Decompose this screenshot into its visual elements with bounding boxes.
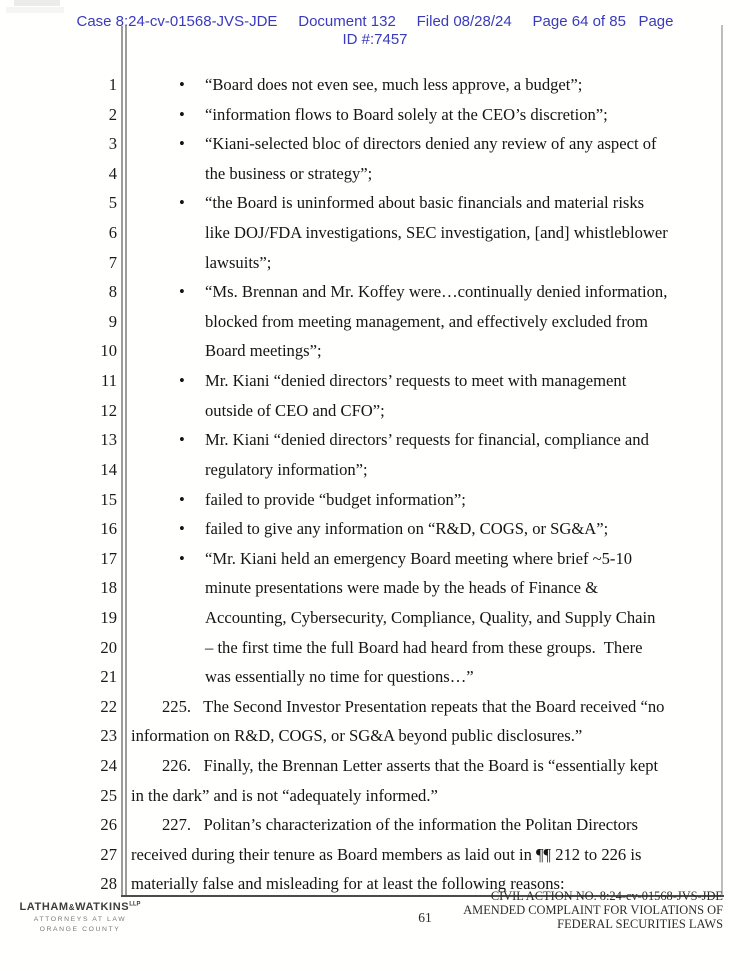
line-text-content: regulatory information”; xyxy=(205,459,368,479)
text-line-row xyxy=(0,396,750,426)
text-line-row xyxy=(0,425,750,455)
line-number: 23 xyxy=(100,726,117,746)
text-line-row xyxy=(0,514,750,544)
text-line-row xyxy=(0,277,750,307)
line-number: 13 xyxy=(100,430,117,450)
firm-name-right: WATKINS xyxy=(75,901,130,913)
bullet-icon: • xyxy=(179,489,185,509)
firm-subline-attorneys: ATTORNEYS AT LAW xyxy=(33,916,127,923)
bullet-icon: • xyxy=(179,371,185,391)
text-line-row xyxy=(0,336,750,366)
line-text-content: minute presentations were made by the heads of Finance & xyxy=(205,578,599,598)
scan-artifact xyxy=(14,0,60,6)
line-text xyxy=(131,721,705,751)
line-text-content: “information flows to Board solely at the CEO’s discretion”; xyxy=(205,104,608,124)
line-text-content: failed to provide “budget information”; xyxy=(205,489,466,509)
line-text xyxy=(131,425,750,455)
text-line-row xyxy=(0,781,750,811)
line-text xyxy=(131,248,750,278)
line-text-content: received during their tenure as Board members as laid out in ¶¶ 212 to 226 is xyxy=(131,844,642,864)
line-text-content: “Mr. Kiani held an emergency Board meeting where brief ~5-10 xyxy=(205,548,633,568)
text-line-row xyxy=(0,248,750,278)
firm-subline-county: ORANGE COUNTY xyxy=(39,926,121,933)
text-line-row xyxy=(0,662,750,692)
bullet-icon: • xyxy=(179,75,185,94)
line-text-content: Accounting, Cybersecurity, Compliance, Quality, and Supply Chain xyxy=(205,607,656,627)
bullet-icon: • xyxy=(179,430,185,450)
line-text-content: 225. The Second Investor Presentation repeats that the Board received “no xyxy=(162,696,665,716)
case-caption-line-2: ID #:7457 xyxy=(342,31,408,48)
text-line-row xyxy=(0,751,750,781)
line-text-content: 227. Politan’s characterization of the information the Politan Directors xyxy=(162,815,639,835)
text-line-row xyxy=(0,218,750,248)
line-text-content: – the first time the full Board had heard from these groups. There xyxy=(205,637,643,657)
bullet-icon: • xyxy=(179,282,185,302)
text-line-row xyxy=(0,307,750,337)
text-line-row xyxy=(0,573,750,603)
line-number: 10 xyxy=(100,341,117,361)
line-number: 19 xyxy=(100,607,117,627)
line-text-content: in the dark” and is not “adequately informed.” xyxy=(131,785,438,805)
line-number: 12 xyxy=(100,400,117,420)
line-number: 15 xyxy=(100,489,117,509)
line-number: 16 xyxy=(100,519,117,539)
line-text xyxy=(131,218,750,248)
line-number: 11 xyxy=(101,371,117,391)
line-text-content: “Ms. Brennan and Mr. Koffey were…continually denied information, xyxy=(205,282,668,302)
text-line-row xyxy=(0,70,750,100)
firm-name-left: LATHAM xyxy=(19,901,69,913)
line-number: 28 xyxy=(100,874,117,894)
footer-complaint-title-2: FEDERAL SECURITIES LAWS xyxy=(557,917,723,932)
line-text xyxy=(131,544,750,574)
text-line-row xyxy=(0,129,750,159)
line-text xyxy=(131,692,736,722)
line-text-content: lawsuits”; xyxy=(205,252,272,272)
case-caption-line-1: Case 8:24-cv-01568-JVS-JDE Document 132 Filed 08/28/24 Page 64 of 85 Page xyxy=(76,13,674,30)
line-number: 1 xyxy=(108,75,117,94)
firm-llp-suffix: LLP xyxy=(129,901,141,908)
line-text xyxy=(131,307,750,337)
line-number: 22 xyxy=(100,696,117,716)
firm-ampersand-icon: & xyxy=(68,903,76,912)
line-text xyxy=(131,781,705,811)
line-number: 24 xyxy=(100,756,117,776)
line-text xyxy=(131,603,750,633)
line-number: 3 xyxy=(108,134,117,154)
line-text xyxy=(131,662,750,692)
line-text-content: Board meetings”; xyxy=(205,341,322,361)
line-text-content: “Board does not even see, much less approve, a budget”; xyxy=(205,75,583,94)
text-line-row xyxy=(0,455,750,485)
text-line-row xyxy=(0,633,750,663)
body-lines xyxy=(0,70,750,899)
line-text xyxy=(131,455,750,485)
text-line-row xyxy=(0,100,750,130)
line-number: 8 xyxy=(108,282,117,302)
line-text xyxy=(131,366,750,396)
text-line-row xyxy=(0,485,750,515)
bullet-icon: • xyxy=(179,548,185,568)
line-number: 26 xyxy=(100,815,117,835)
line-text xyxy=(131,573,750,603)
text-line-row xyxy=(0,692,750,722)
text-line-row xyxy=(0,544,750,574)
law-firm-block xyxy=(12,901,148,933)
line-text-content: “the Board is uninformed about basic financials and material risks xyxy=(205,193,645,213)
line-text-content: “Kiani-selected bloc of directors denied any review of any aspect of xyxy=(205,134,657,154)
line-number: 25 xyxy=(100,785,117,805)
line-text-content: Mr. Kiani “denied directors’ requests for financial, compliance and xyxy=(205,430,649,450)
line-number: 4 xyxy=(108,163,117,183)
footer-civil-action-no: CIVIL ACTION NO. 8:24-cv-01568-JVS-JDE xyxy=(490,889,723,903)
bullet-icon: • xyxy=(179,134,185,154)
line-text-content: materially false and misleading for at least the following reasons: xyxy=(131,874,565,894)
text-line-row xyxy=(0,810,750,840)
line-text xyxy=(131,129,750,159)
line-text xyxy=(131,514,750,544)
line-text-content: failed to give any information on “R&D, COGS, or SG&A”; xyxy=(205,519,609,539)
line-text-content: Mr. Kiani “denied directors’ requests to meet with management xyxy=(205,371,627,391)
line-number: 6 xyxy=(108,223,117,243)
line-number: 27 xyxy=(100,844,117,864)
text-line-row xyxy=(0,188,750,218)
bullet-icon: • xyxy=(179,104,185,124)
line-text xyxy=(131,100,750,130)
line-text-content: outside of CEO and CFO”; xyxy=(205,400,385,420)
line-text xyxy=(131,159,750,189)
line-text xyxy=(131,70,750,100)
line-number: 20 xyxy=(100,637,117,657)
line-text xyxy=(131,188,750,218)
line-text-content: like DOJ/FDA investigations, SEC investigation, [and] whistleblower xyxy=(205,223,668,243)
line-text-content: information on R&D, COGS, or SG&A beyond public disclosures.” xyxy=(131,726,583,746)
line-text-content: was essentially no time for questions…” xyxy=(205,667,474,687)
line-text xyxy=(131,336,750,366)
line-text xyxy=(131,633,750,663)
bullet-icon: • xyxy=(179,193,185,213)
text-line-row xyxy=(0,840,750,870)
line-text-content: the business or strategy”; xyxy=(205,163,373,183)
line-text xyxy=(131,396,750,426)
footer-complaint-title-1: AMENDED COMPLAINT FOR VIOLATIONS OF xyxy=(463,903,723,918)
line-number: 2 xyxy=(108,104,117,124)
line-number: 5 xyxy=(108,193,117,213)
line-number: 17 xyxy=(100,548,117,568)
footer-case-info xyxy=(303,889,723,932)
line-number: 18 xyxy=(100,578,117,598)
line-number: 14 xyxy=(100,459,117,479)
line-text xyxy=(131,485,750,515)
text-line-row xyxy=(0,603,750,633)
line-number: 7 xyxy=(108,252,117,272)
text-line-row xyxy=(0,159,750,189)
text-line-row xyxy=(0,721,750,751)
law-firm-logo xyxy=(12,901,148,913)
line-number: 21 xyxy=(100,667,117,687)
line-text xyxy=(131,751,736,781)
text-line-row xyxy=(0,366,750,396)
line-text-content: blocked from meeting management, and effectively excluded from xyxy=(205,311,648,331)
line-text xyxy=(131,840,705,870)
line-text xyxy=(131,277,750,307)
page-number: 61 xyxy=(418,910,432,925)
bullet-icon: • xyxy=(179,519,185,539)
line-number: 9 xyxy=(108,311,117,331)
line-text xyxy=(131,810,736,840)
line-text-content: 226. Finally, the Brennan Letter asserts that the Board is “essentially kept xyxy=(162,756,659,776)
